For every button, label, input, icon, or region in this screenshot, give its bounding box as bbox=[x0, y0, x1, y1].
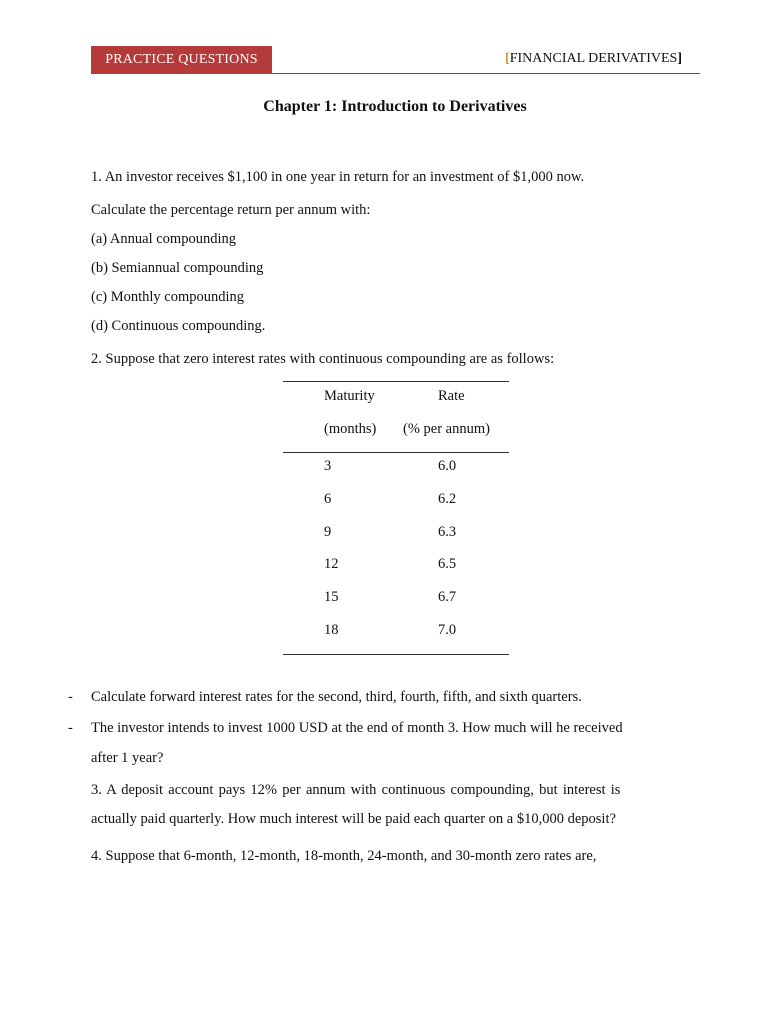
header-section-label: PRACTICE QUESTIONS bbox=[91, 46, 272, 74]
table-cell-maturity: 18 bbox=[324, 622, 339, 638]
q1-prompt: 1. An investor receives $1,100 in one year in return for an investment of $1,000 now. bbox=[91, 169, 585, 185]
table-cell-rate: 6.7 bbox=[438, 589, 457, 605]
bullet-investment-line1: The investor intends to invest 1000 USD at the end of month 3. How much will he received bbox=[91, 720, 623, 736]
table-header-rate: Rate bbox=[438, 388, 465, 404]
table-header-maturity: Maturity bbox=[324, 388, 375, 404]
table-header-rule bbox=[283, 452, 509, 453]
table-header-maturity-unit: (months) bbox=[324, 421, 377, 437]
header-course-label: FINANCIAL DERIVATIVES bbox=[509, 51, 678, 66]
bullet-investment-line2: after 1 year? bbox=[91, 750, 164, 766]
header-bracket-close: ] bbox=[677, 51, 682, 66]
bullet-forward-rates: Calculate forward interest rates for the second, third, fourth, fifth, and sixth quarters. bbox=[91, 689, 582, 705]
table-cell-rate: 6.0 bbox=[438, 458, 457, 474]
q4-prompt: 4. Suppose that 6-month, 12-month, 18-month, 24-month, and 30-month zero rates are, bbox=[91, 848, 597, 864]
header-bracket-open: [ bbox=[505, 51, 510, 66]
chapter-title: Chapter 1: Introduction to Derivatives bbox=[263, 98, 527, 115]
table-cell-rate: 6.5 bbox=[438, 556, 457, 572]
table-cell-rate: 7.0 bbox=[438, 622, 457, 638]
header-rule bbox=[272, 73, 700, 74]
table-cell-rate: 6.3 bbox=[438, 524, 457, 540]
table-cell-rate: 6.2 bbox=[438, 491, 457, 507]
q1-option-d: (d) Continuous compounding. bbox=[91, 318, 266, 334]
bullet-dash: - bbox=[68, 720, 73, 736]
table-cell-maturity: 6 bbox=[324, 491, 332, 507]
table-cell-maturity: 12 bbox=[324, 556, 339, 572]
q3-prompt-line2: actually paid quarterly. How much interest will be paid each quarter on a $10,000 deposit? bbox=[91, 811, 616, 827]
q1-option-a: (a) Annual compounding bbox=[91, 231, 236, 247]
table-top-rule bbox=[283, 381, 509, 382]
q2-prompt: 2. Suppose that zero interest rates with continuous compounding are as follows: bbox=[91, 351, 555, 367]
header-course-title bbox=[505, 51, 682, 67]
table-cell-maturity: 9 bbox=[324, 524, 332, 540]
table-bottom-rule bbox=[283, 654, 509, 655]
table-header-rate-unit: (% per annum) bbox=[403, 421, 490, 437]
q1-option-b: (b) Semiannual compounding bbox=[91, 260, 264, 276]
q3-prompt-line1: 3. A deposit account pays 12% per annum with continuous compounding, but interest is bbox=[91, 782, 621, 798]
q1-option-c: (c) Monthly compounding bbox=[91, 289, 245, 305]
table-cell-maturity: 15 bbox=[324, 589, 339, 605]
bullet-dash: - bbox=[68, 689, 73, 705]
table-cell-maturity: 3 bbox=[324, 458, 332, 474]
q1-instruction: Calculate the percentage return per annum with: bbox=[91, 202, 371, 218]
